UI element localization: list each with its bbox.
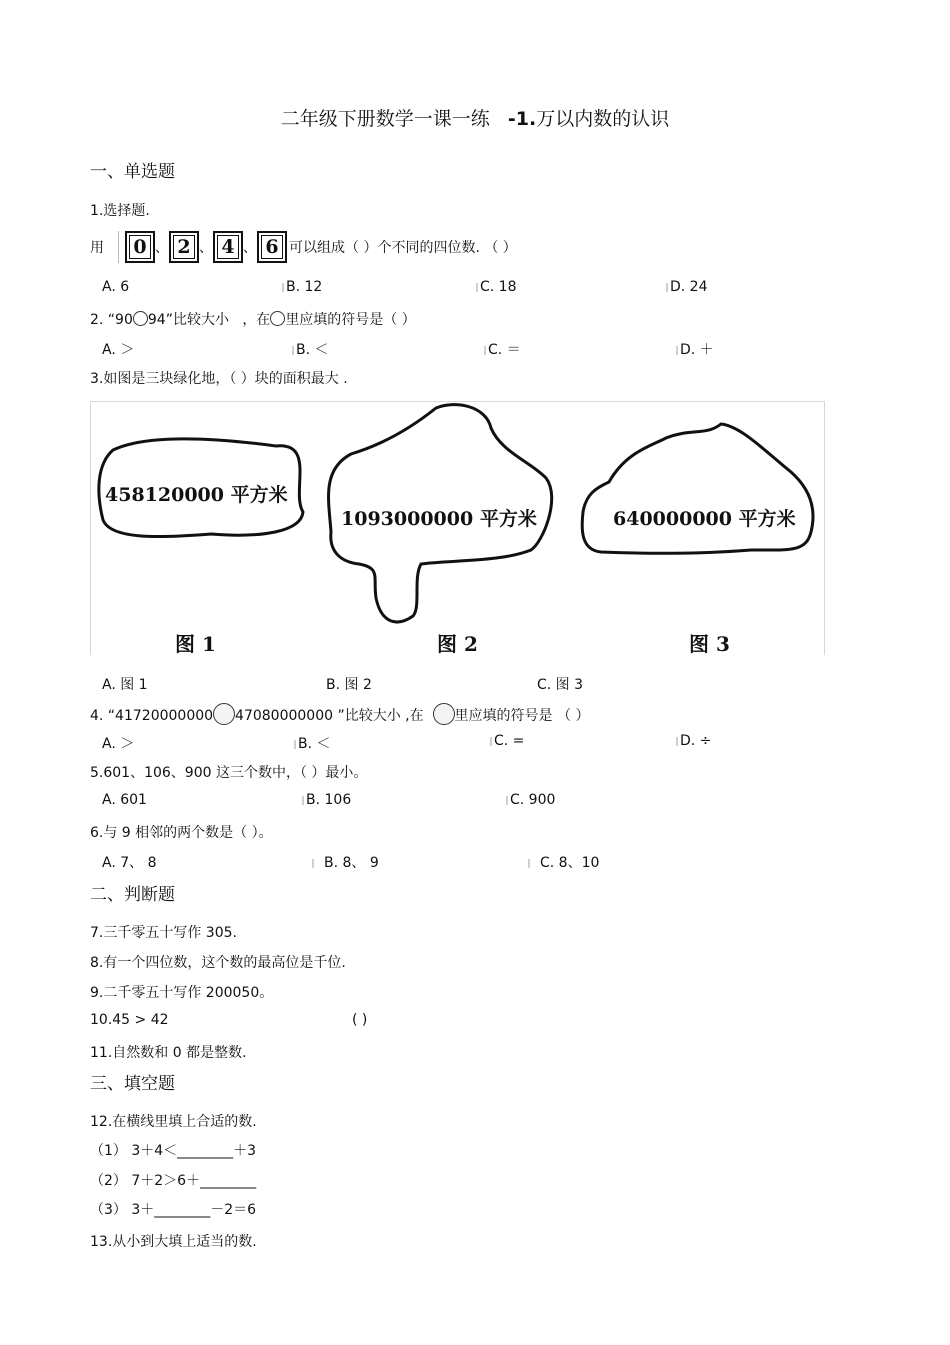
figure-caption-1: 图 1 (175, 632, 216, 656)
judge-item-10: 10.45 > 42 (90, 1012, 169, 1028)
judge-item-9: 9.二千零五十写作 200050。 (90, 985, 274, 1001)
fill-item-1[interactable]: （1） 3＋4＜________＋3 (90, 1143, 257, 1159)
judge-item-11: 11.自然数和 0 都是整数. (90, 1045, 247, 1061)
fill-item-3[interactable]: （3） 3＋________－2＝6 (90, 1202, 257, 1218)
fill-item-2[interactable]: （2） 7＋2＞6＋________ (90, 1173, 257, 1189)
compare-circle-icon (270, 311, 285, 326)
green-areas-figure (90, 401, 825, 655)
q4-option-a[interactable]: A. ＞ (102, 736, 135, 752)
q5-option-a[interactable]: A. 601 (102, 792, 147, 808)
q4-option-d[interactable]: D. ÷ (676, 733, 711, 749)
question-3-stem: 3.如图是三块绿化地，（ ）块的面积最大 . (90, 371, 348, 387)
q2-option-c[interactable]: C. ＝ (484, 339, 521, 359)
q1-option-c[interactable]: C. 18 (476, 279, 517, 295)
q2-option-d[interactable]: D. ＋ (676, 339, 714, 359)
judge-item-7: 7.三千零五十写作 305. (90, 925, 237, 941)
q5-option-c[interactable]: C. 900 (506, 792, 555, 808)
question-4-stem: 4. “41720000000 47080000000 ”比较大小 ,在 里应填的符号是 （ ） (90, 703, 589, 725)
question-13-stem: 13.从小到大填上适当的数. (90, 1234, 257, 1250)
section-heading-fill-in: 三、填空题 (90, 1074, 175, 1094)
question-1-stem: 1.选择题. (90, 203, 150, 219)
q2-option-a[interactable]: A. ＞ (102, 342, 135, 358)
question-5-stem: 5.601、106、900 这三个数中，（ ）最小。 (90, 765, 368, 781)
compare-circle-icon (133, 311, 148, 326)
area-shape-3 (582, 424, 813, 553)
compare-circle-icon (213, 703, 235, 725)
q2-option-b[interactable]: B. ＜ (292, 339, 329, 359)
digit-card-6: 6 (257, 231, 287, 263)
judge-item-8: 8.有一个四位数，这个数的最高位是千位. (90, 955, 346, 971)
figure-caption-2: 图 2 (437, 632, 478, 656)
judge-answer-paren[interactable]: ( ) (352, 1012, 368, 1028)
question-2-stem: 2. “90 94”比较大小 ，在 里应填的符号是（ ） (90, 312, 416, 328)
q6-option-b[interactable]: B. 8、 9 (312, 852, 379, 872)
area-label-3: 640000000 平方米 (613, 508, 796, 530)
question-6-stem: 6.与 9 相邻的两个数是（ ）。 (90, 825, 273, 841)
section-heading-single-choice: 一、单选题 (90, 162, 175, 182)
q4-option-b[interactable]: B. ＜ (294, 733, 331, 753)
q1-option-a[interactable]: A. 6 (102, 279, 130, 295)
q6-option-c[interactable]: C. 8、10 (528, 852, 599, 872)
q4-option-c[interactable]: C. = (490, 733, 524, 749)
question-12-stem: 12.在横线里填上合适的数. (90, 1114, 257, 1130)
q6-option-a[interactable]: A. 7、 8 (102, 855, 157, 871)
section-heading-true-false: 二、判断题 (90, 885, 175, 905)
digit-card-0: 0 (125, 231, 155, 263)
figure-caption-3: 图 3 (689, 632, 730, 656)
page-title: 二年级下册数学一课一练 -1.万以内数的认识 (280, 108, 670, 130)
q3-option-c[interactable]: C. 图 3 (537, 677, 584, 693)
q5-option-b[interactable]: B. 106 (302, 792, 351, 808)
area-label-1: 458120000 平方米 (105, 484, 288, 506)
area-label-2: 1093000000 平方米 (341, 508, 537, 530)
compare-circle-icon (433, 703, 455, 725)
q3-option-a[interactable]: A. 图 1 (102, 677, 148, 693)
q1-option-b[interactable]: B. 12 (282, 279, 322, 295)
question-1-digits: 用 0 、 2 、 4 、 6 可以组成（ ）个不同的四位数. （ ） (90, 231, 517, 263)
q3-option-b[interactable]: B. 图 2 (326, 677, 372, 693)
digit-card-4: 4 (213, 231, 243, 263)
q1-option-d[interactable]: D. 24 (666, 279, 708, 295)
digit-card-2: 2 (169, 231, 199, 263)
